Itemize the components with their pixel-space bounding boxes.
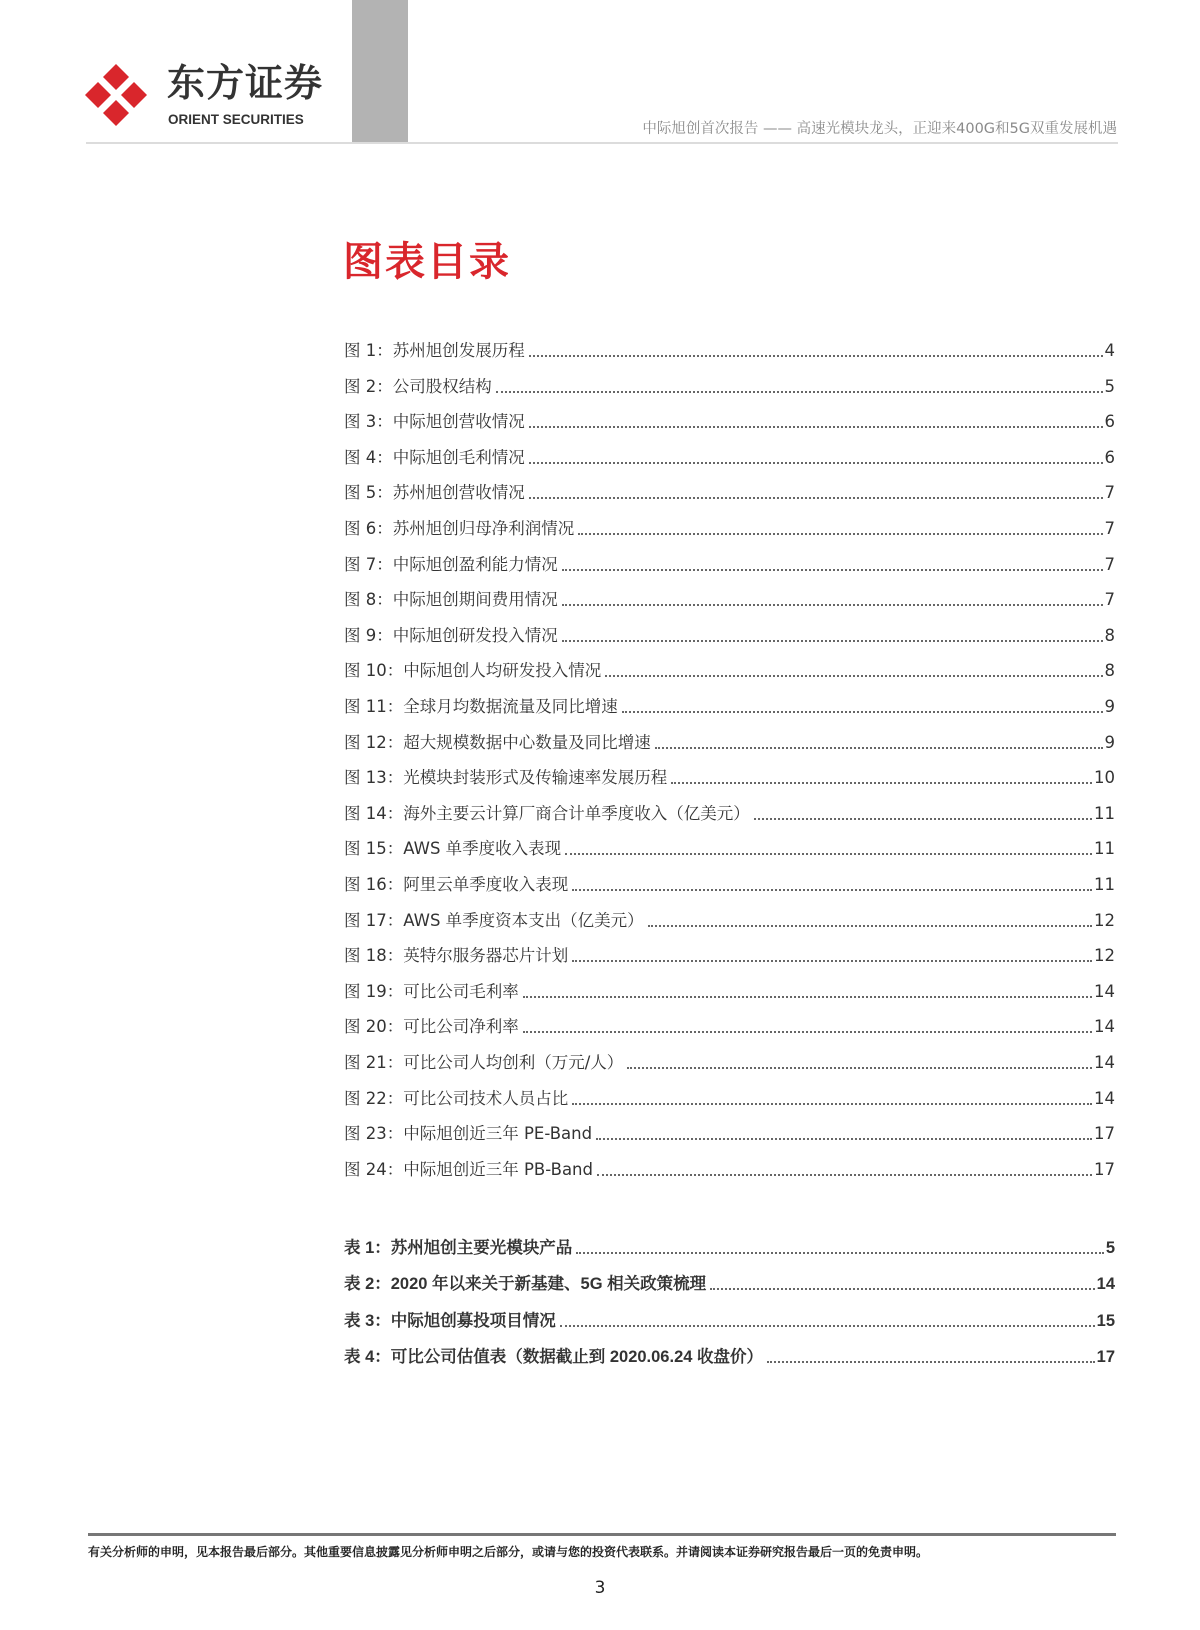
dot-leader — [562, 640, 1103, 642]
entry-label: 图 12：超大规模数据中心数量及同比增速 — [344, 732, 651, 752]
entry-page-number: 8 — [1104, 625, 1115, 645]
entry-page-number: 7 — [1104, 483, 1115, 503]
dot-leader — [597, 1174, 1092, 1176]
entry-label: 图 13：光模块封装形式及传输速率发展历程 — [344, 768, 668, 788]
figure-toc-entry[interactable] — [344, 980, 1115, 1004]
entry-label: 图 4：中际旭创毛利情况 — [344, 447, 525, 467]
dot-leader — [710, 1288, 1094, 1290]
entry-label: 图 24：中际旭创近三年 PB-Band — [344, 1159, 593, 1179]
dot-leader — [523, 996, 1092, 998]
entry-label: 图 14：海外主要云计算厂商合计单季度收入（亿美元） — [344, 803, 750, 823]
table-toc-entry[interactable] — [344, 1309, 1115, 1333]
figure-toc-entry[interactable] — [344, 731, 1115, 755]
footer-divider — [88, 1533, 1116, 1536]
dot-leader — [572, 1103, 1092, 1105]
orient-securities-logo — [83, 62, 333, 132]
table-toc-entry[interactable] — [344, 1236, 1115, 1260]
entry-label: 图 6：苏州旭创归母净利润情况 — [344, 519, 575, 538]
dot-leader — [572, 960, 1092, 962]
entry-page-number: 5 — [1105, 1239, 1115, 1257]
dot-leader — [648, 925, 1092, 927]
figure-toc-entry[interactable] — [344, 1015, 1115, 1039]
dot-leader — [572, 889, 1092, 891]
entry-label: 图 5：苏州旭创营收情况 — [344, 483, 525, 503]
figure-toc-entry[interactable] — [344, 837, 1115, 861]
entry-label: 图 3：中际旭创营收情况 — [344, 412, 525, 432]
logo-english-text: ORIENT SECURITIES — [168, 112, 304, 127]
entry-page-number: 8 — [1104, 661, 1115, 681]
entry-page-number: 14 — [1094, 981, 1115, 1001]
dot-leader — [562, 569, 1103, 571]
entry-label: 表 3：中际旭创募投项目情况 — [344, 1311, 556, 1330]
entry-page-number: 11 — [1094, 875, 1115, 894]
entry-page-number: 5 — [1104, 376, 1115, 396]
entry-page-number: 10 — [1094, 768, 1115, 788]
figure-toc-entry[interactable] — [344, 481, 1115, 505]
figure-toc-entry[interactable] — [344, 659, 1115, 683]
entry-page-number: 11 — [1094, 803, 1115, 823]
entry-page-number: 6 — [1104, 412, 1115, 432]
entry-label: 图 8：中际旭创期间费用情况 — [344, 590, 558, 610]
entry-page-number: 7 — [1104, 519, 1115, 538]
figure-toc-entry[interactable] — [344, 588, 1115, 612]
figure-toc-entry[interactable] — [344, 1051, 1115, 1075]
entry-page-number: 7 — [1104, 590, 1115, 610]
entry-label: 图 23：中际旭创近三年 PE-Band — [344, 1124, 593, 1144]
entry-label: 图 20：可比公司净利率 — [344, 1017, 519, 1037]
figure-toc-entry[interactable] — [344, 553, 1115, 577]
dot-leader — [767, 1361, 1095, 1363]
entry-page-number: 14 — [1094, 1017, 1115, 1037]
figure-toc-entry[interactable] — [344, 873, 1115, 897]
entry-page-number: 17 — [1096, 1347, 1115, 1366]
entry-label: 图 11：全球月均数据流量及同比增速 — [344, 697, 618, 716]
entry-page-number: 17 — [1094, 1124, 1115, 1144]
dot-leader — [529, 497, 1103, 499]
dot-leader — [560, 1325, 1095, 1327]
dot-leader — [523, 1031, 1092, 1033]
page-title: 图表目录 — [343, 239, 511, 285]
report-running-title: 中际旭创首次报告 —— 高速光模块龙头，正迎来400G和5G双重发展机遇 — [642, 121, 1117, 137]
entry-label: 图 15：AWS 单季度收入表现 — [344, 839, 562, 859]
dot-leader — [576, 1252, 1104, 1254]
entry-label: 图 2：公司股权结构 — [344, 376, 492, 396]
table-toc-entry[interactable] — [344, 1272, 1115, 1296]
dot-leader — [496, 391, 1103, 393]
entry-label: 图 9：中际旭创研发投入情况 — [344, 625, 558, 645]
entry-page-number: 14 — [1096, 1275, 1115, 1294]
table-toc-entry[interactable] — [344, 1345, 1115, 1369]
figure-toc-entry[interactable] — [344, 339, 1115, 363]
entry-label: 图 22：可比公司技术人员占比 — [344, 1088, 569, 1108]
entry-label: 图 17：AWS 单季度资本支出（亿美元） — [344, 910, 644, 930]
entry-page-number: 12 — [1094, 946, 1115, 966]
dot-leader — [562, 604, 1103, 606]
entry-label: 图 1：苏州旭创发展历程 — [344, 341, 525, 360]
dot-leader — [565, 853, 1092, 855]
figure-toc-entry[interactable] — [344, 802, 1115, 826]
entry-label: 图 19：可比公司毛利率 — [344, 981, 519, 1001]
dot-leader — [605, 675, 1102, 677]
header-divider — [86, 142, 1118, 144]
entry-page-number: 14 — [1094, 1053, 1115, 1072]
figure-toc-entry[interactable] — [344, 517, 1115, 541]
dot-leader — [529, 355, 1103, 357]
entry-page-number: 15 — [1096, 1311, 1115, 1330]
dot-leader — [596, 1138, 1092, 1140]
dot-leader — [529, 462, 1103, 464]
dot-leader — [578, 533, 1102, 535]
figure-toc-entry[interactable] — [344, 410, 1115, 434]
dot-leader — [622, 711, 1103, 713]
entry-page-number: 9 — [1104, 732, 1115, 752]
entry-page-number: 12 — [1094, 910, 1115, 930]
entry-label: 图 18：英特尔服务器芯片计划 — [344, 946, 569, 966]
entry-label: 表 4：可比公司估值表（数据截止到 2020.06.24 收盘价） — [344, 1347, 764, 1366]
figure-toc-entry[interactable] — [344, 766, 1115, 790]
figure-toc-entry[interactable] — [344, 375, 1115, 399]
entry-label: 图 16：阿里云单季度收入表现 — [344, 875, 569, 894]
entry-page-number: 6 — [1104, 447, 1115, 467]
entry-page-number: 11 — [1094, 839, 1115, 859]
entry-label: 图 21：可比公司人均创利（万元/人） — [344, 1053, 624, 1072]
figure-toc-entry[interactable] — [344, 695, 1115, 719]
entry-label: 表 2：2020 年以来关于新基建、5G 相关政策梳理 — [344, 1275, 707, 1294]
footer-disclaimer: 有关分析师的申明，见本报告最后部分。其他重要信息披露见分析师申明之后部分，或请与您的投资代表联系。并请阅读本证券研究报告最后一页的免责申明。 — [88, 1545, 929, 1559]
entry-label: 表 1：苏州旭创主要光模块产品 — [344, 1239, 573, 1257]
dot-leader — [671, 782, 1092, 784]
page-number: 3 — [594, 1578, 606, 1598]
figure-toc-entry[interactable] — [344, 909, 1115, 933]
entry-page-number: 14 — [1094, 1088, 1115, 1108]
header-gray-bar — [352, 0, 408, 143]
figure-toc-entry[interactable] — [344, 446, 1115, 470]
logo-mark-icon — [83, 62, 149, 128]
figure-toc-entry[interactable] — [344, 1158, 1115, 1182]
entry-label: 图 10：中际旭创人均研发投入情况 — [344, 661, 602, 681]
entry-label: 图 7：中际旭创盈利能力情况 — [344, 554, 558, 574]
entry-page-number: 17 — [1094, 1159, 1115, 1179]
entry-page-number: 4 — [1104, 341, 1115, 360]
figure-toc-entry[interactable] — [344, 944, 1115, 968]
figure-toc-entry[interactable] — [344, 1087, 1115, 1111]
figure-toc-entry[interactable] — [344, 1122, 1115, 1146]
entry-page-number: 9 — [1104, 697, 1115, 716]
dot-leader — [754, 818, 1092, 820]
dot-leader — [655, 747, 1103, 749]
figure-toc-entry[interactable] — [344, 624, 1115, 648]
entry-page-number: 7 — [1104, 554, 1115, 574]
dot-leader — [529, 426, 1103, 428]
logo-chinese-text: 东方证券 — [167, 61, 324, 105]
dot-leader — [627, 1067, 1092, 1069]
